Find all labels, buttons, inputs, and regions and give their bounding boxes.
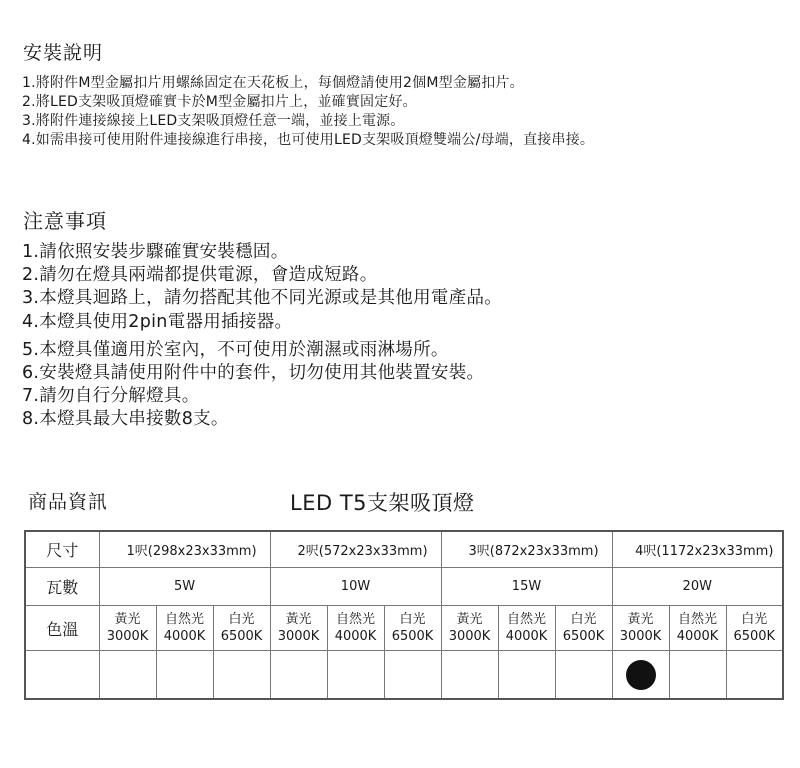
install-step: 3.將附件連接線接上LED支架吸頂燈任意一端，並接上電源。 xyxy=(22,113,405,129)
temp-cell xyxy=(384,606,441,651)
temp-kelvin: 3000K xyxy=(106,629,149,644)
temp-name: 自然光 xyxy=(677,612,717,627)
temp-cell xyxy=(99,606,156,651)
temp-name: 自然光 xyxy=(335,612,375,627)
temp-cell xyxy=(612,606,669,651)
selection-cell xyxy=(669,651,726,700)
temp-cell xyxy=(669,606,726,651)
selection-cell xyxy=(612,651,669,700)
temp-name: 黃光 xyxy=(456,612,483,627)
selection-cell xyxy=(384,651,441,700)
temp-kelvin: 6500K xyxy=(220,629,263,644)
temp-name: 自然光 xyxy=(506,612,546,627)
temp-name: 黃光 xyxy=(285,612,312,627)
product-heading: 商品資訊 xyxy=(28,491,109,513)
temp-kelvin: 3000K xyxy=(619,629,662,644)
notice-item: 4.本燈具使用2pin電器用插接器。 xyxy=(22,311,293,332)
notice-item: 8.本燈具最大串接數8支。 xyxy=(22,409,229,430)
temp-name: 白光 xyxy=(228,612,255,627)
temp-label: 色溫 xyxy=(25,606,99,651)
selection-row xyxy=(25,651,783,700)
selection-cell xyxy=(726,651,783,700)
selection-cell xyxy=(99,651,156,700)
temp-cell xyxy=(498,606,555,651)
temp-name: 白光 xyxy=(570,612,597,627)
temp-cell xyxy=(327,606,384,651)
selection-cell xyxy=(441,651,498,700)
temp-kelvin: 3000K xyxy=(448,629,491,644)
install-steps xyxy=(22,74,594,150)
watt-cell: 5W xyxy=(99,568,270,606)
size-cell: 1呎(298x23x33mm) xyxy=(99,531,270,568)
install-step: 2.將LED支架吸頂燈確實卡於M型金屬扣片上，並確實固定好。 xyxy=(22,94,417,110)
notice-item: 5.本燈具僅適用於室內，不可使用於潮濕或雨淋場所。 xyxy=(22,339,449,360)
notice-title: 注意事項 xyxy=(23,209,107,233)
watt-cell: 15W xyxy=(441,568,612,606)
notice-item: 1.請依照安裝步驟確實安裝穩固。 xyxy=(22,242,289,262)
temp-cell xyxy=(156,606,213,651)
notice-item: 7.請勿自行分解燈具。 xyxy=(22,386,200,407)
temp-kelvin: 4000K xyxy=(334,629,377,644)
temp-kelvin: 6500K xyxy=(391,629,434,644)
notice-item: 3.本燈具迴路上，請勿搭配其他不同光源或是其他用電產品。 xyxy=(22,288,503,309)
selection-label-cell xyxy=(25,651,99,700)
notice-item: 6.安裝燈具請使用附件中的套件，切勿使用其他裝置安裝。 xyxy=(22,363,485,384)
selection-cell xyxy=(327,651,384,700)
temp-kelvin: 3000K xyxy=(277,629,320,644)
install-step: 1.將附件M型金屬扣片用螺絲固定在天花板上，每個燈請使用2個M型金屬扣片。 xyxy=(22,75,524,91)
temp-name: 白光 xyxy=(399,612,426,627)
temp-name: 黃光 xyxy=(627,612,654,627)
selection-cell xyxy=(156,651,213,700)
temp-kelvin: 4000K xyxy=(505,629,548,644)
temp-cell xyxy=(213,606,270,651)
install-step: 4.如需串接可使用附件連接線進行串接，也可使用LED支架吸頂燈雙端公/母端，直接串接。 xyxy=(22,132,595,148)
selection-cell xyxy=(213,651,270,700)
selection-cell xyxy=(555,651,612,700)
temp-kelvin: 4000K xyxy=(163,629,206,644)
product-name: LED T5支架吸頂燈 xyxy=(290,491,475,515)
watt-cell: 20W xyxy=(612,568,783,606)
notice-items xyxy=(22,241,502,432)
watt-row xyxy=(25,568,783,606)
spec-table xyxy=(24,530,784,700)
temp-kelvin: 4000K xyxy=(676,629,719,644)
temp-row xyxy=(25,606,783,651)
selection-cell xyxy=(270,651,327,700)
temp-name: 自然光 xyxy=(164,612,204,627)
size-cell: 2呎(572x23x33mm) xyxy=(270,531,441,568)
temp-kelvin: 6500K xyxy=(733,629,776,644)
size-label: 尺寸 xyxy=(25,531,99,568)
size-cell: 3呎(872x23x33mm) xyxy=(441,531,612,568)
temp-name: 白光 xyxy=(741,612,768,627)
temp-cell xyxy=(555,606,612,651)
watt-cell: 10W xyxy=(270,568,441,606)
watt-label: 瓦數 xyxy=(25,568,99,606)
selected-dot-icon xyxy=(626,660,656,690)
size-row xyxy=(25,531,783,568)
temp-cell xyxy=(441,606,498,651)
selection-cell xyxy=(498,651,555,700)
temp-cell xyxy=(270,606,327,651)
temp-name: 黃光 xyxy=(114,612,141,627)
temp-kelvin: 6500K xyxy=(562,629,605,644)
notice-item: 2.請勿在燈具兩端都提供電源，會造成短路。 xyxy=(22,265,378,286)
size-cell: 4呎(1172x23x33mm) xyxy=(612,531,783,568)
temp-cell xyxy=(726,606,783,651)
install-title: 安裝說明 xyxy=(23,42,104,64)
